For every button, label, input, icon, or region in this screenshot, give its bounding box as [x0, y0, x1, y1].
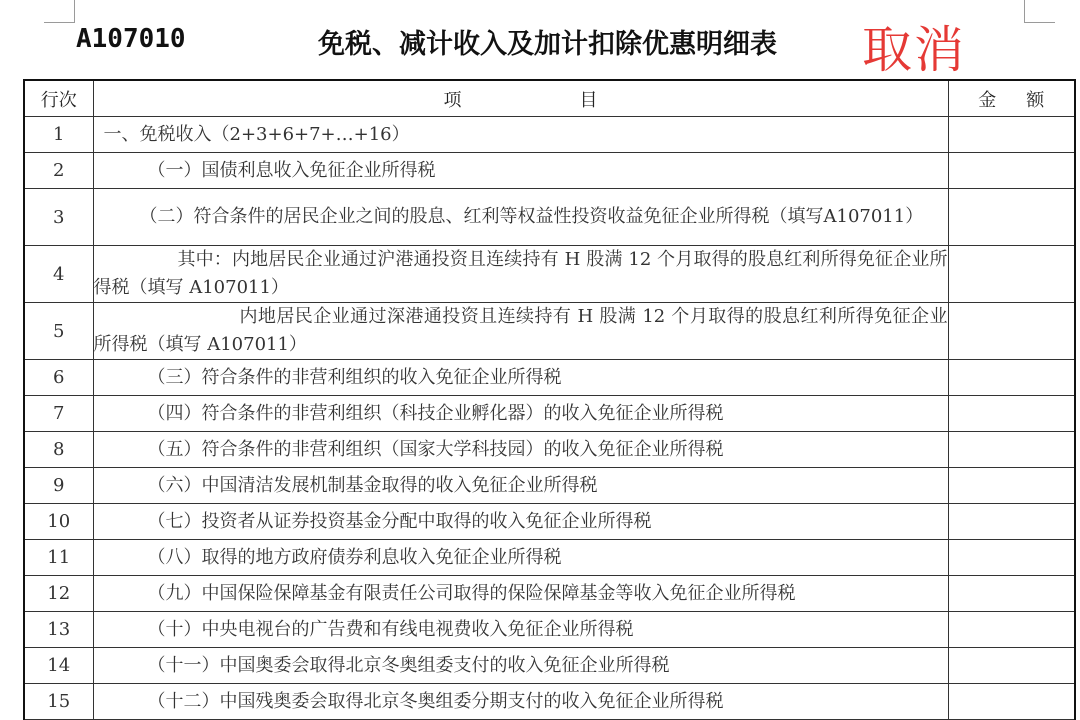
row-number: 13	[24, 612, 93, 648]
row-amount[interactable]	[948, 648, 1075, 684]
table-row	[24, 303, 1075, 360]
table-row	[24, 117, 1075, 153]
page-corner-mark-left	[44, 0, 75, 23]
row-amount[interactable]	[948, 468, 1075, 504]
row-number: 7	[24, 396, 93, 432]
row-amount[interactable]	[948, 303, 1075, 360]
row-amount[interactable]	[948, 360, 1075, 396]
row-item: 一、免税收入（2+3+6+7+…+16）	[93, 117, 948, 153]
form-code: A107010	[76, 24, 186, 54]
page-corner-mark-right	[1024, 0, 1055, 23]
row-number: 5	[24, 303, 93, 360]
row-item: （十一）中国奥委会取得北京冬奥组委支付的收入免征企业所得税	[93, 648, 948, 684]
row-item: （十二）中国残奥委会取得北京冬奥组委分期支付的收入免征企业所得税	[93, 684, 948, 720]
table-row	[24, 684, 1075, 720]
header-item-char-2: 目	[579, 89, 598, 111]
table-row	[24, 360, 1075, 396]
row-amount[interactable]	[948, 576, 1075, 612]
header-amount	[948, 80, 1075, 117]
table-row	[24, 648, 1075, 684]
row-amount[interactable]	[948, 540, 1075, 576]
row-item: 内地居民企业通过深港通投资且连续持有 H 股满 12 个月取得的股息红利所得免征企业所得税（填写 A107011）	[93, 303, 948, 360]
cancel-label: 取消	[862, 21, 966, 79]
header-item-char-1: 项	[443, 89, 462, 111]
header-item	[93, 80, 948, 117]
row-number: 6	[24, 360, 93, 396]
row-item: （七）投资者从证券投资基金分配中取得的收入免征企业所得税	[93, 504, 948, 540]
row-amount[interactable]	[948, 432, 1075, 468]
header-amount-char-2: 额	[1026, 89, 1045, 111]
row-amount[interactable]	[948, 246, 1075, 303]
row-item: 其中：内地居民企业通过沪港通投资且连续持有 H 股满 12 个月取得的股息红利所得免征企业所得税（填写 A107011）	[93, 246, 948, 303]
table-row	[24, 246, 1075, 303]
row-amount[interactable]	[948, 189, 1075, 246]
row-amount[interactable]	[948, 153, 1075, 189]
header-row-number: 行次	[24, 80, 93, 117]
table-row	[24, 189, 1075, 246]
row-number: 1	[24, 117, 93, 153]
row-amount[interactable]	[948, 504, 1075, 540]
table-row	[24, 576, 1075, 612]
row-amount[interactable]	[948, 612, 1075, 648]
row-number: 2	[24, 153, 93, 189]
table-row	[24, 468, 1075, 504]
table-header-row	[24, 80, 1075, 117]
form-title: 免税、减计收入及加计扣除优惠明细表	[318, 29, 777, 60]
row-item: （八）取得的地方政府债券利息收入免征企业所得税	[93, 540, 948, 576]
row-number: 15	[24, 684, 93, 720]
row-number: 14	[24, 648, 93, 684]
row-amount[interactable]	[948, 684, 1075, 720]
row-item: （十）中央电视台的广告费和有线电视费收入免征企业所得税	[93, 612, 948, 648]
header-amount-char-1: 金	[978, 89, 997, 111]
table-row	[24, 504, 1075, 540]
row-item: （四）符合条件的非营利组织（科技企业孵化器）的收入免征企业所得税	[93, 396, 948, 432]
row-item: （六）中国清洁发展机制基金取得的收入免征企业所得税	[93, 468, 948, 504]
row-number: 8	[24, 432, 93, 468]
row-amount[interactable]	[948, 396, 1075, 432]
row-number: 3	[24, 189, 93, 246]
table-row	[24, 612, 1075, 648]
row-item: （九）中国保险保障基金有限责任公司取得的保险保障基金等收入免征企业所得税	[93, 576, 948, 612]
row-item: （五）符合条件的非营利组织（国家大学科技园）的收入免征企业所得税	[93, 432, 948, 468]
row-number: 11	[24, 540, 93, 576]
table-row	[24, 432, 1075, 468]
row-item: （三）符合条件的非营利组织的收入免征企业所得税	[93, 360, 948, 396]
detail-table	[23, 79, 1076, 720]
row-number: 4	[24, 246, 93, 303]
row-amount[interactable]	[948, 117, 1075, 153]
row-number: 9	[24, 468, 93, 504]
row-number: 10	[24, 504, 93, 540]
row-number: 12	[24, 576, 93, 612]
table-row	[24, 153, 1075, 189]
table-row	[24, 540, 1075, 576]
table-row	[24, 396, 1075, 432]
row-item: （二）符合条件的居民企业之间的股息、红利等权益性投资收益免征企业所得税（填写A107011）	[93, 189, 948, 246]
row-item: （一）国债利息收入免征企业所得税	[93, 153, 948, 189]
